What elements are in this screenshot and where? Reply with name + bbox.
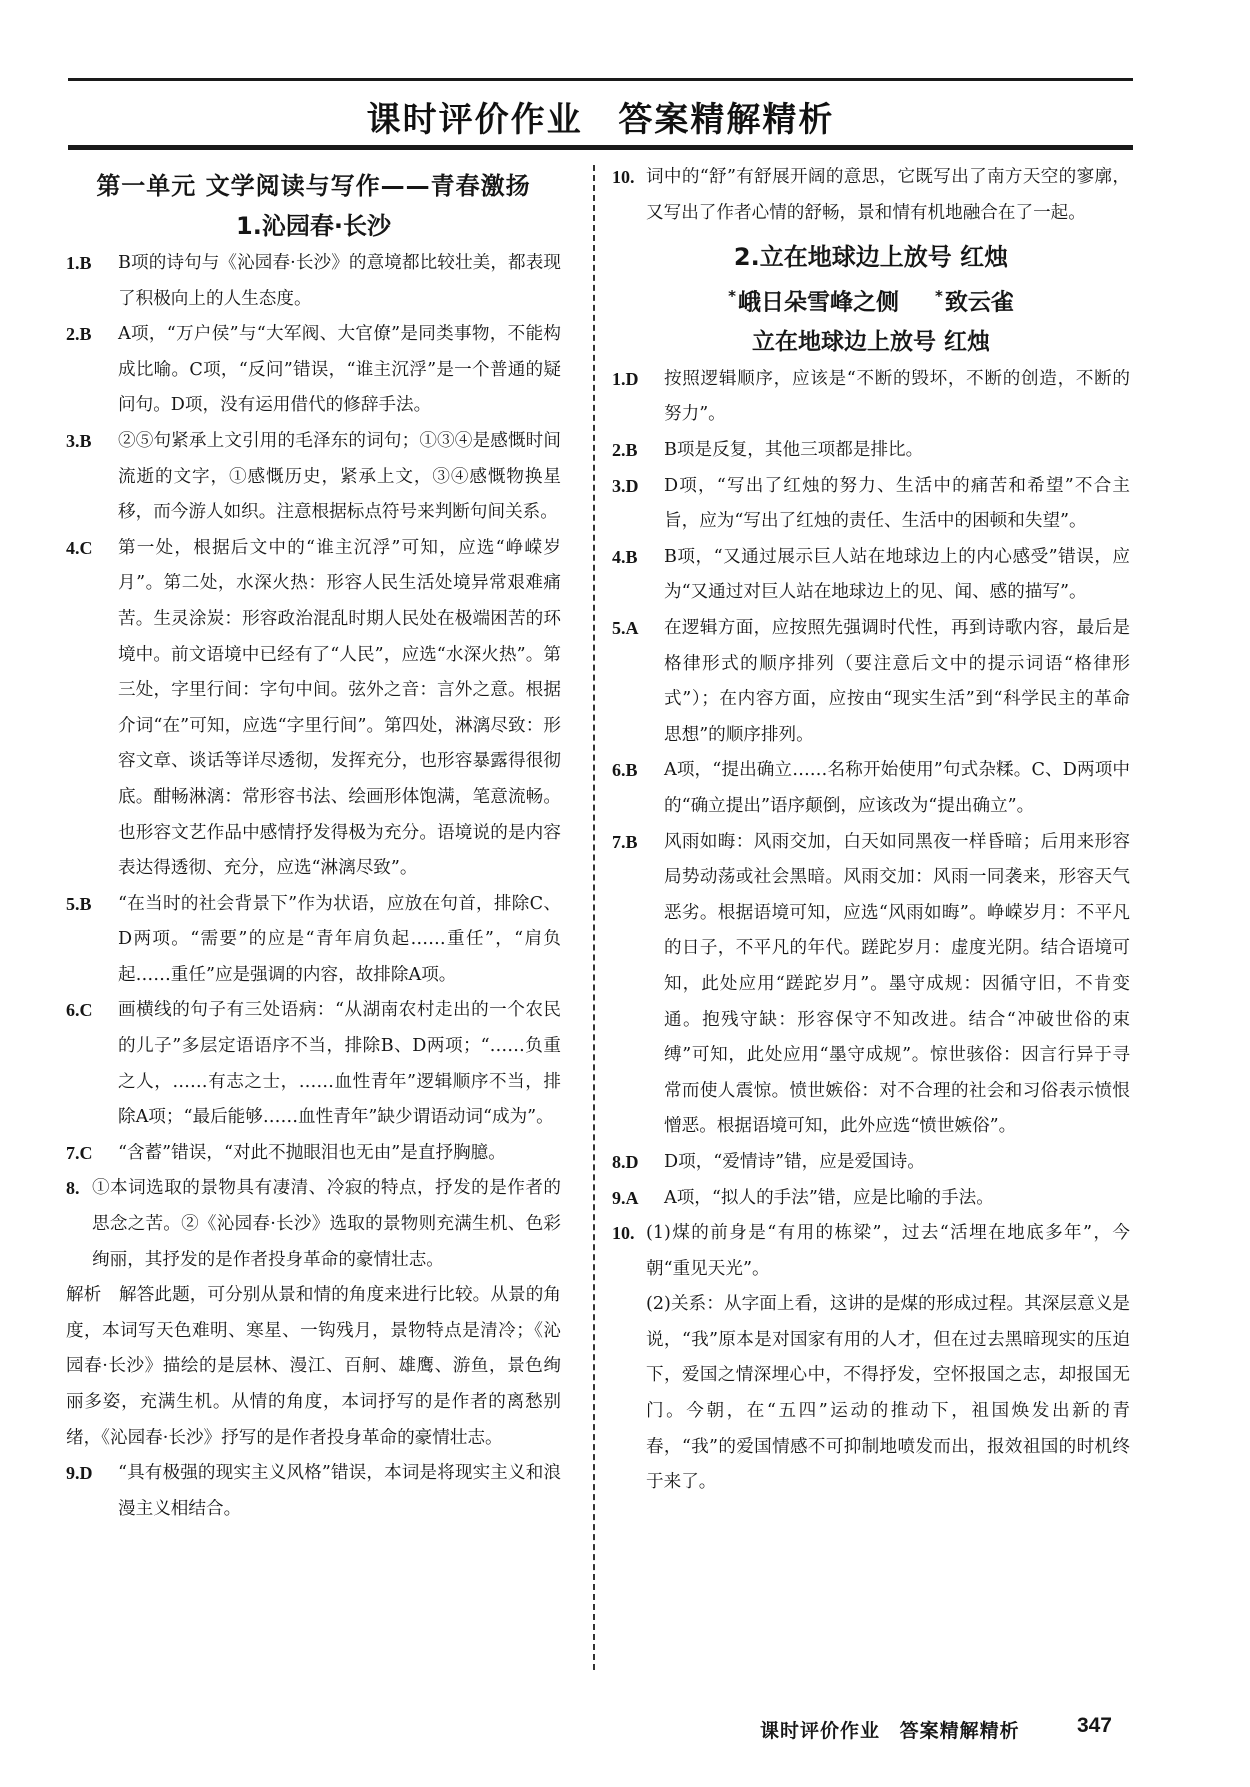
answer-text: B项的诗句与《沁园春·长沙》的意境都比较壮美，都表现了积极向上的人生态度。: [118, 253, 561, 309]
optional-mark: *: [728, 287, 736, 306]
answer-item: [612, 1145, 1130, 1181]
left-column: [66, 160, 561, 1527]
answer-text: 按照逻辑顺序，应该是“不断的毁坏，不断的创造，不断的努力”。: [664, 368, 1130, 425]
answer-text: B项，“又通过展示巨人站在地球边上的内心感受”错误，应为“又通过对巨人站在地球边上的见、闻、感的描写”。: [664, 546, 1130, 603]
answer-item: [66, 887, 561, 994]
answer-number: 4.B: [612, 546, 638, 567]
answer-number: 9.D: [66, 1463, 93, 1484]
answer-text: A项，“万户侯”与“大军阀、大官僚”是同类事物，不能构成比喻。C项，“反问”错误，“谁主沉浮”是一个普通的疑问句。D项，没有运用借代的修辞手法。: [118, 324, 561, 416]
answer-number: 7.C: [66, 1142, 93, 1163]
answer-text: 风雨如晦：风雨交加，白天如同黑夜一样昏暗；后用来形容局势动荡或社会黑暗。风雨交加：风雨一同袭来，形容天气恶劣。根据语境可知，应选“风雨如晦”。峥嵘岁月：不平凡的日子，不平凡的年代。蹉跎岁月：虚度光阴。结合语境可知，此处应用“蹉跎岁月”。墨守成规：因循守旧，不肯变通。抱残守缺：形容保守不知改进。结合“冲破世俗的束缚”可知，此处应用“墨守成规”。惊世骇俗：因言行异于寻常而使人震惊。愤世嫉俗：对不合理的社会和习俗表示愤恨憎恶。根据语境可知，此外应选“愤世嫉俗”。: [664, 831, 1130, 1137]
sub-title-extra-readings: [612, 277, 1130, 323]
header-bottom-rule: [68, 145, 1133, 150]
answer-number: 5.A: [612, 618, 639, 638]
answer-number: 7.B: [612, 831, 638, 852]
answer-item: [612, 1216, 1130, 1287]
footer-title: 课时评价作业 答案精解精析: [760, 1720, 1020, 1742]
header-top-rule: [68, 78, 1133, 81]
answer-number: 5.B: [66, 893, 92, 914]
answer-subpart: (2)关系：从字面上看，这讲的是煤的形成过程。其深层意义是说，“我”原本是对国家有用的人才，但在过去黑暗现实的压迫下，爱国之情深埋心中，不得抒发，空怀报国之志，却报国无门。今朝，在“五四”运动的推动下，祖国焕发出新的青春，“我”的爱国情感不可抑制地喷发而出，报效祖国的时机终于来了。: [646, 1294, 1130, 1493]
lesson-title: 1.沁园春·长沙: [236, 212, 391, 240]
answer-item: [66, 424, 561, 531]
answer-number: 9.A: [612, 1187, 639, 1208]
answer-item: [66, 246, 561, 317]
answer-number: 6.C: [66, 1000, 93, 1021]
answer-text-part1: (1)煤的前身是“有用的栋梁”，过去“活埋在地底多年”，今朝“重见天光”。: [646, 1223, 1130, 1279]
answer-number: 3.B: [66, 430, 92, 451]
answer-item: [612, 1181, 1130, 1217]
answer-number: 1.D: [612, 368, 639, 389]
answer-item: [66, 1171, 561, 1278]
answer-text: “含蓄”错误，“对此不抛眼泪也无由”是直抒胸臆。: [118, 1142, 506, 1163]
page-number: 347: [1076, 1714, 1112, 1737]
sub-title-poems: 立在地球边上放号 红烛: [751, 328, 990, 355]
answer-item: [66, 317, 561, 424]
answer-item: [612, 611, 1130, 753]
answer-number: 1.B: [66, 253, 92, 273]
lesson-title: 2.立在地球边上放号 红烛: [733, 243, 1009, 272]
answer-text: 第一处，根据后文中的“谁主沉浮”可知，应选“峥嵘岁月”。第二处，水深火热：形容人民生活处境异常艰难痛苦。生灵涂炭：形容政治混乱时期人民处在极端困苦的环境中。前文语境中已经有了“人民”，应选“水深火热”。第三处，字里行间：字句中间。弦外之音：言外之意。根据介词“在”可知，应选“字里行间”。第四处，淋漓尽致：形容文章、谈话等详尽透彻，发挥充分，也形容暴露得很彻底。酣畅淋漓：常形容书法、绘画形体饱满，笔意流畅。也形容文艺作品中感情抒发得极为充分。语境说的是内容表达得透彻、充分，应选“淋漓尽致”。: [118, 537, 561, 879]
column-divider: [593, 165, 595, 1670]
answer-text: D项，“爱情诗”错，应是爱国诗。: [664, 1151, 925, 1172]
answer-number: 10.: [612, 1223, 635, 1244]
answer-item: [66, 1136, 561, 1172]
answer-number: 10.: [612, 167, 635, 187]
answer-text: “具有极强的现实主义风格”错误，本词是将现实主义和浪漫主义相结合。: [118, 1463, 561, 1519]
answer-item: [66, 993, 561, 1135]
answer-text: B项是反复，其他三项都是排比。: [664, 440, 924, 461]
answer-text: A项，“提出确立……名称开始使用”句式杂糅。C、D两项中的“确立提出”语序颠倒，应该改为“提出确立”。: [664, 760, 1130, 816]
answer-number: 3.D: [612, 475, 639, 496]
answer-text: 词中的“舒”有舒展开阔的意思，它既写出了南方天空的寥廓，又写出了作者心情的舒畅，景和情有机地融合在了一起。: [646, 167, 1130, 223]
answer-item: [612, 362, 1130, 433]
poem-title: 峨日朵雪峰之侧: [738, 289, 899, 316]
page-header: [68, 78, 1133, 150]
poem-title: 致云雀: [944, 289, 1014, 316]
optional-mark: *: [935, 287, 943, 306]
answer-text: A项，“拟人的手法”错，应是比喻的手法。: [664, 1187, 994, 1208]
analysis-text: 解析 解答此题，可分别从景和情的角度来进行比较。从景的角度，本词写天色难明、寒星、一钩残月，景物特点是清冷；《沁园春·长沙》描绘的是层林、漫江、百舸、雄鹰、游鱼，景色绚丽多姿，充满生机。从情的角度，本词抒写的是作者的离愁别绪，《沁园春·长沙》抒写的是作者投身革命的豪情壮志。: [66, 1285, 561, 1448]
answer-text: 画横线的句子有三处语病：“从湖南农村走出的一个农民的儿子”多层定语语序不当，排除B、D两项；“……负重之人，……有志之士，……血性青年”逻辑顺序不当，排除A项；“最后能够……血性青年”缺少谓语动词“成为”。: [118, 1000, 561, 1128]
answer-text: ①本词选取的景物具有凄清、冷寂的特点，抒发的是作者的思念之苦。②《沁园春·长沙》选取的景物则充满生机、色彩绚丽，其抒发的是作者投身革命的豪情壮志。: [92, 1178, 561, 1270]
answer-text: “在当时的社会背景下”作为状语，应放在句首，排除C、D两项。“需要”的应是“青年肩负起……重任”，“肩负起……重任”应是强调的内容，故排除A项。: [118, 893, 561, 985]
answer-number: 2.B: [612, 440, 638, 461]
answer-number: 8.D: [612, 1151, 639, 1172]
answer-item: [612, 753, 1130, 824]
answer-item: [612, 160, 1130, 231]
answer-text: ②⑤句紧承上文引用的毛泽东的词句；①③④是感慨时间流逝的文字，①感慨历史，紧承上文，③④感慨物换星移，而今游人如织。注意根据标点符号来判断句间关系。: [118, 430, 561, 523]
answer-text: 在逻辑方面，应按照先强调时代性，再到诗歌内容，最后是格律形式的顺序排列（要注意后文中的提示词语“格律形式”）；在内容方面，应按由“现实生活”到“科学民主的革命思想”的顺序排列。: [664, 618, 1130, 745]
answer-item: [66, 1456, 561, 1527]
answer-item: [612, 469, 1130, 540]
answer-number: 6.B: [612, 760, 638, 781]
page-title: 课时评价作业 答案精解精析: [366, 100, 835, 140]
answer-item: [612, 825, 1130, 1145]
right-column: [612, 160, 1130, 1501]
answer-number: 4.C: [66, 537, 93, 558]
unit-title: 第一单元 文学阅读与写作——青春激扬: [96, 172, 531, 200]
answer-number: 8.: [66, 1178, 80, 1199]
analysis-paragraph: [66, 1278, 561, 1456]
answer-text: D项，“写出了红烛的努力、生活中的痛苦和希望”不合主旨，应为“写出了红烛的责任、生活中的困顿和失望”。: [664, 475, 1130, 532]
answer-number: 2.B: [66, 324, 92, 345]
page-footer: [760, 1710, 1140, 1750]
answer-item: [66, 531, 561, 887]
answer-item: [612, 540, 1130, 611]
answer-item: [612, 433, 1130, 469]
